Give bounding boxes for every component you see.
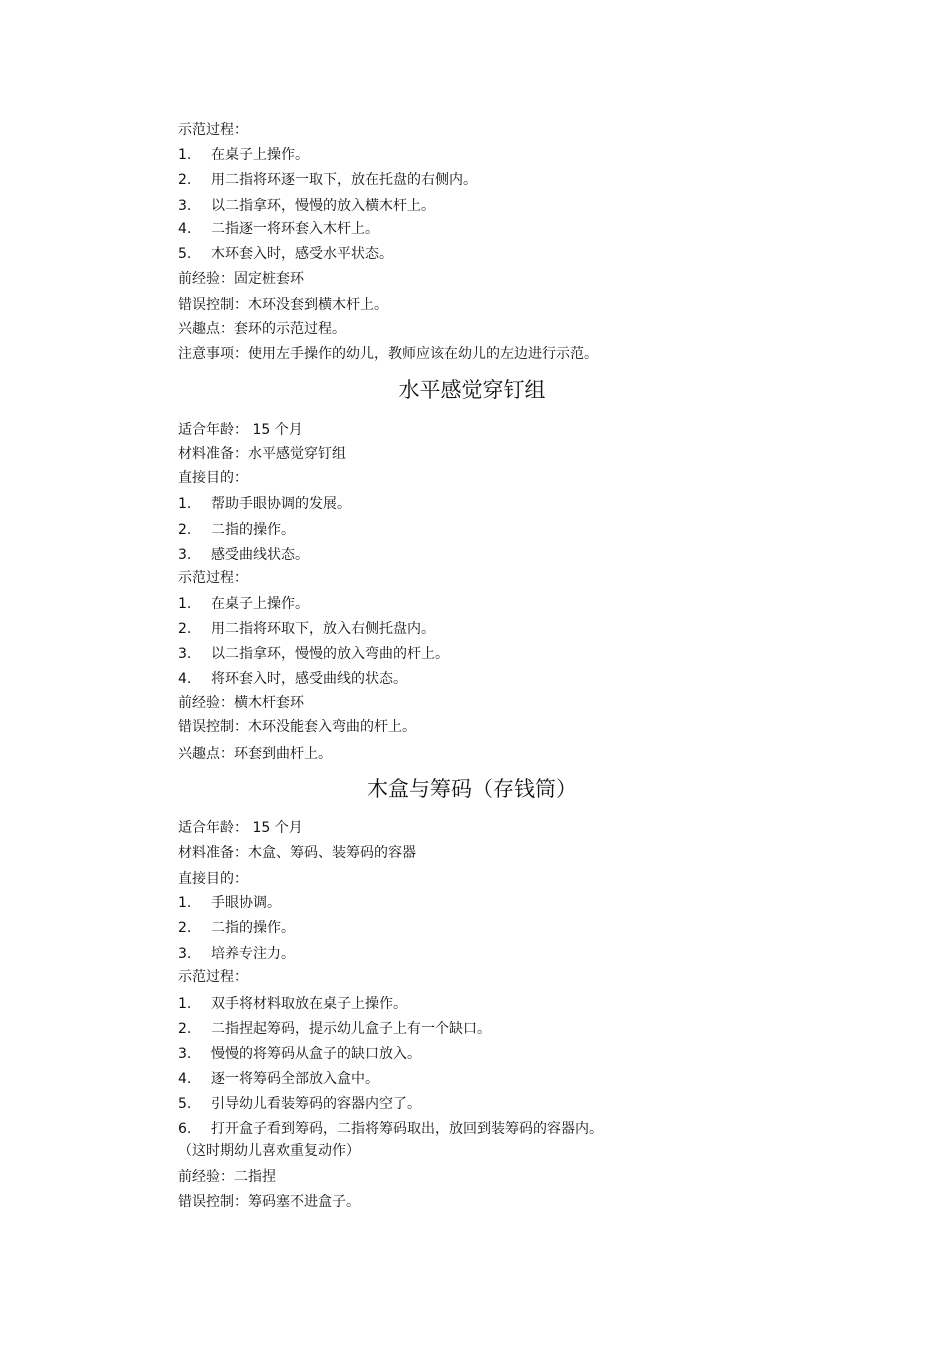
- item-number: 2.: [178, 522, 192, 538]
- error-control: 错误控制：木环没能套入弯曲的杆上。: [178, 719, 416, 735]
- demo-step: [178, 995, 407, 1013]
- purpose-label: 直接目的：: [178, 871, 248, 887]
- demo-step: [178, 171, 477, 189]
- step-number: 5.: [178, 246, 192, 262]
- step-number: 3.: [178, 1046, 192, 1062]
- demo-label: 示范过程：: [178, 969, 248, 985]
- step-number: 5.: [178, 1096, 192, 1112]
- purpose-item: [178, 945, 295, 963]
- item-text: 手眼协调。: [211, 895, 281, 911]
- purpose-item: [178, 521, 295, 539]
- interest-point: 兴趣点：环套到曲杆上。: [178, 746, 332, 762]
- item-text: 培养专注力。: [211, 946, 295, 962]
- demo-label: 示范过程：: [178, 570, 248, 586]
- section-title: 水平感觉穿钉组: [398, 378, 546, 402]
- item-number: 2.: [178, 920, 192, 936]
- item-number: 3.: [178, 946, 192, 962]
- purpose-item: [178, 495, 351, 513]
- step-number: 6.: [178, 1121, 192, 1137]
- error-control: 错误控制：筹码塞不进盒子。: [178, 1194, 360, 1210]
- purpose-item: [178, 894, 281, 912]
- purpose-item: [178, 546, 309, 564]
- error-control: 错误控制：木环没套到横木杆上。: [178, 297, 388, 313]
- step-text: 在桌子上操作。: [211, 596, 309, 612]
- item-text: 感受曲线状态。: [211, 547, 309, 563]
- step-text: 逐一将筹码全部放入盒中。: [211, 1071, 379, 1087]
- demo-step: [178, 1020, 491, 1038]
- demo-step: [178, 620, 435, 638]
- suitable-age: 适合年龄： 15 个月: [178, 820, 303, 836]
- demo-step: [178, 197, 435, 215]
- item-text: 帮助手眼协调的发展。: [211, 496, 351, 512]
- demo-step: [178, 220, 379, 238]
- step-number: 4.: [178, 221, 192, 237]
- item-number: 1.: [178, 496, 192, 512]
- materials: 材料准备：水平感觉穿钉组: [178, 446, 346, 462]
- step-text: 将环套入时，感受曲线的状态。: [211, 671, 407, 687]
- materials: 材料准备：木盒、筹码、装筹码的容器: [178, 845, 416, 861]
- prior-experience: 前经验：固定桩套环: [178, 271, 304, 287]
- item-text: 二指的操作。: [211, 522, 295, 538]
- section-title: 木盒与筹码（存钱筒）: [367, 777, 577, 801]
- demo-note: （这时期幼儿喜欢重复动作）: [178, 1143, 360, 1159]
- demo-step: [178, 245, 393, 263]
- demo-step: [178, 1120, 603, 1138]
- step-number: 3.: [178, 198, 192, 214]
- step-text: 以二指拿环，慢慢的放入弯曲的杆上。: [211, 646, 449, 662]
- demo-label: 示范过程：: [178, 122, 248, 138]
- prior-experience: 前经验：横木杆套环: [178, 695, 304, 711]
- step-number: 1.: [178, 147, 192, 163]
- demo-step: [178, 670, 407, 688]
- interest-point: 兴趣点：套环的示范过程。: [178, 321, 346, 337]
- step-number: 4.: [178, 671, 192, 687]
- item-text: 二指的操作。: [211, 920, 295, 936]
- purpose-item: [178, 919, 295, 937]
- demo-step: [178, 1070, 379, 1088]
- step-text: 在桌子上操作。: [211, 147, 309, 163]
- step-number: 2.: [178, 1021, 192, 1037]
- step-text: 二指捏起筹码，提示幼儿盒子上有一个缺口。: [211, 1021, 491, 1037]
- demo-step: [178, 146, 309, 164]
- step-text: 用二指将环逐一取下，放在托盘的右侧内。: [211, 172, 477, 188]
- step-number: 1.: [178, 996, 192, 1012]
- step-text: 引导幼儿看装筹码的容器内空了。: [211, 1096, 421, 1112]
- step-text: 打开盒子看到筹码，二指将筹码取出，放回到装筹码的容器内。: [211, 1121, 603, 1137]
- item-number: 1.: [178, 895, 192, 911]
- step-number: 4.: [178, 1071, 192, 1087]
- step-text: 木环套入时，感受水平状态。: [211, 246, 393, 262]
- demo-step: [178, 1095, 421, 1113]
- step-text: 用二指将环取下，放入右侧托盘内。: [211, 621, 435, 637]
- attention-note: 注意事项：使用左手操作的幼儿，教师应该在幼儿的左边进行示范。: [178, 346, 598, 362]
- step-number: 3.: [178, 646, 192, 662]
- step-text: 二指逐一将环套入木杆上。: [211, 221, 379, 237]
- item-number: 3.: [178, 547, 192, 563]
- demo-step: [178, 1045, 421, 1063]
- step-number: 2.: [178, 621, 192, 637]
- step-text: 以二指拿环，慢慢的放入横木杆上。: [211, 198, 435, 214]
- step-number: 1.: [178, 596, 192, 612]
- step-text: 慢慢的将筹码从盒子的缺口放入。: [211, 1046, 421, 1062]
- suitable-age: 适合年龄： 15 个月: [178, 422, 303, 438]
- purpose-label: 直接目的：: [178, 470, 248, 486]
- prior-experience: 前经验：二指捏: [178, 1169, 276, 1185]
- step-number: 2.: [178, 172, 192, 188]
- demo-step: [178, 645, 449, 663]
- demo-step: [178, 595, 309, 613]
- step-text: 双手将材料取放在桌子上操作。: [211, 996, 407, 1012]
